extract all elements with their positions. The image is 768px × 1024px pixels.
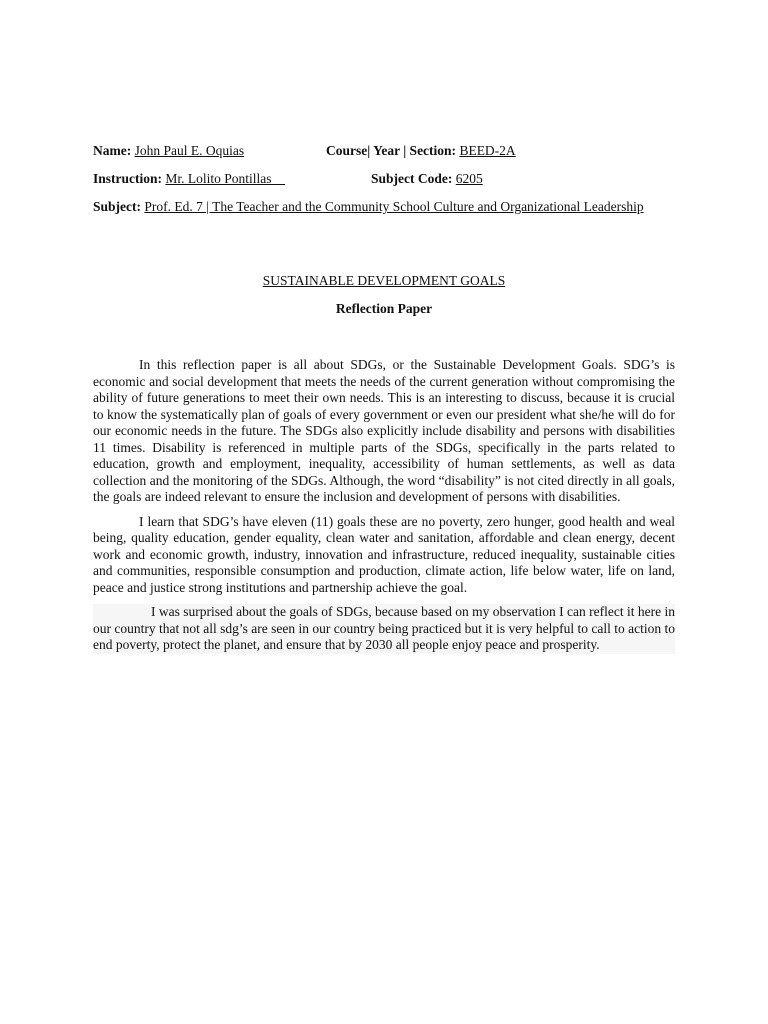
instruction-label: Instruction: — [93, 171, 163, 186]
paragraph: I was surprised about the goals of SDGs, because based on my observation I can reflect it here in our country that not all sdg’s are seen in our country being practiced but it is very helpful to call to action to end poverty, protect the planet, and ensure that by 2030 all people enjoy peace and prosperity. — [93, 604, 675, 652]
document-subtitle: Reflection Paper — [335, 301, 433, 316]
course-value: BEED-2A — [459, 143, 516, 158]
document-body — [93, 357, 675, 662]
subject-label: Subject: — [93, 199, 141, 214]
code-label: Subject Code: — [371, 171, 453, 186]
name-label: Name: — [93, 143, 132, 158]
document-title: SUSTAINABLE DEVELOPMENT GOALS — [262, 273, 506, 288]
course-row — [326, 143, 516, 159]
name-value: John Paul E. Oquias — [134, 143, 245, 158]
code-row — [371, 171, 483, 187]
code-value: 6205 — [455, 171, 483, 186]
instruction-value: Mr. Lolito Pontillas — [165, 171, 272, 186]
paragraph: I learn that SDG’s have eleven (11) goals these are no poverty, zero hunger, good health and weal being, quality education, gender equality, clean water and sanitation, affordable and clean energy, decent work and economic growth, industry, innovation and infrastructure, reduced inequality, sustainable cities and communities, responsible consumption and production, climate action, life below water, life on land, peace and justice strong institutions and partnership achieve the goal. — [93, 513, 675, 595]
paragraph: In this reflection paper is all about SDGs, or the Sustainable Development Goals. SDG’s is economic and social development that meets the needs of the current generation without compromising the ability of future generations to meet their own needs. This is an interesting to discuss, because it is crucial to know the systematically plan of goals of every government or even our president what she/he will do for our economic needs in the future. The SDGs also explicitly include disability and persons with disabilities 11 times. Disability is referenced in multiple parts of the SDGs, specifically in the parts related to education, growth and employment, inequality, accessibility of human settlements, as well as data collection and the monitoring of the SDGs. Although, the word “disability” is not cited directly in all goals, the goals are indeed relevant to ensure the inclusion and development of persons with disabilities. — [93, 357, 675, 504]
subject-value: Prof. Ed. 7 | The Teacher and the Community School Culture and Organizational Leadership — [144, 199, 644, 214]
name-row — [93, 143, 244, 159]
course-label: Course| Year | Section: — [326, 143, 457, 158]
instruction-row — [93, 171, 285, 187]
subject-row — [93, 198, 659, 215]
